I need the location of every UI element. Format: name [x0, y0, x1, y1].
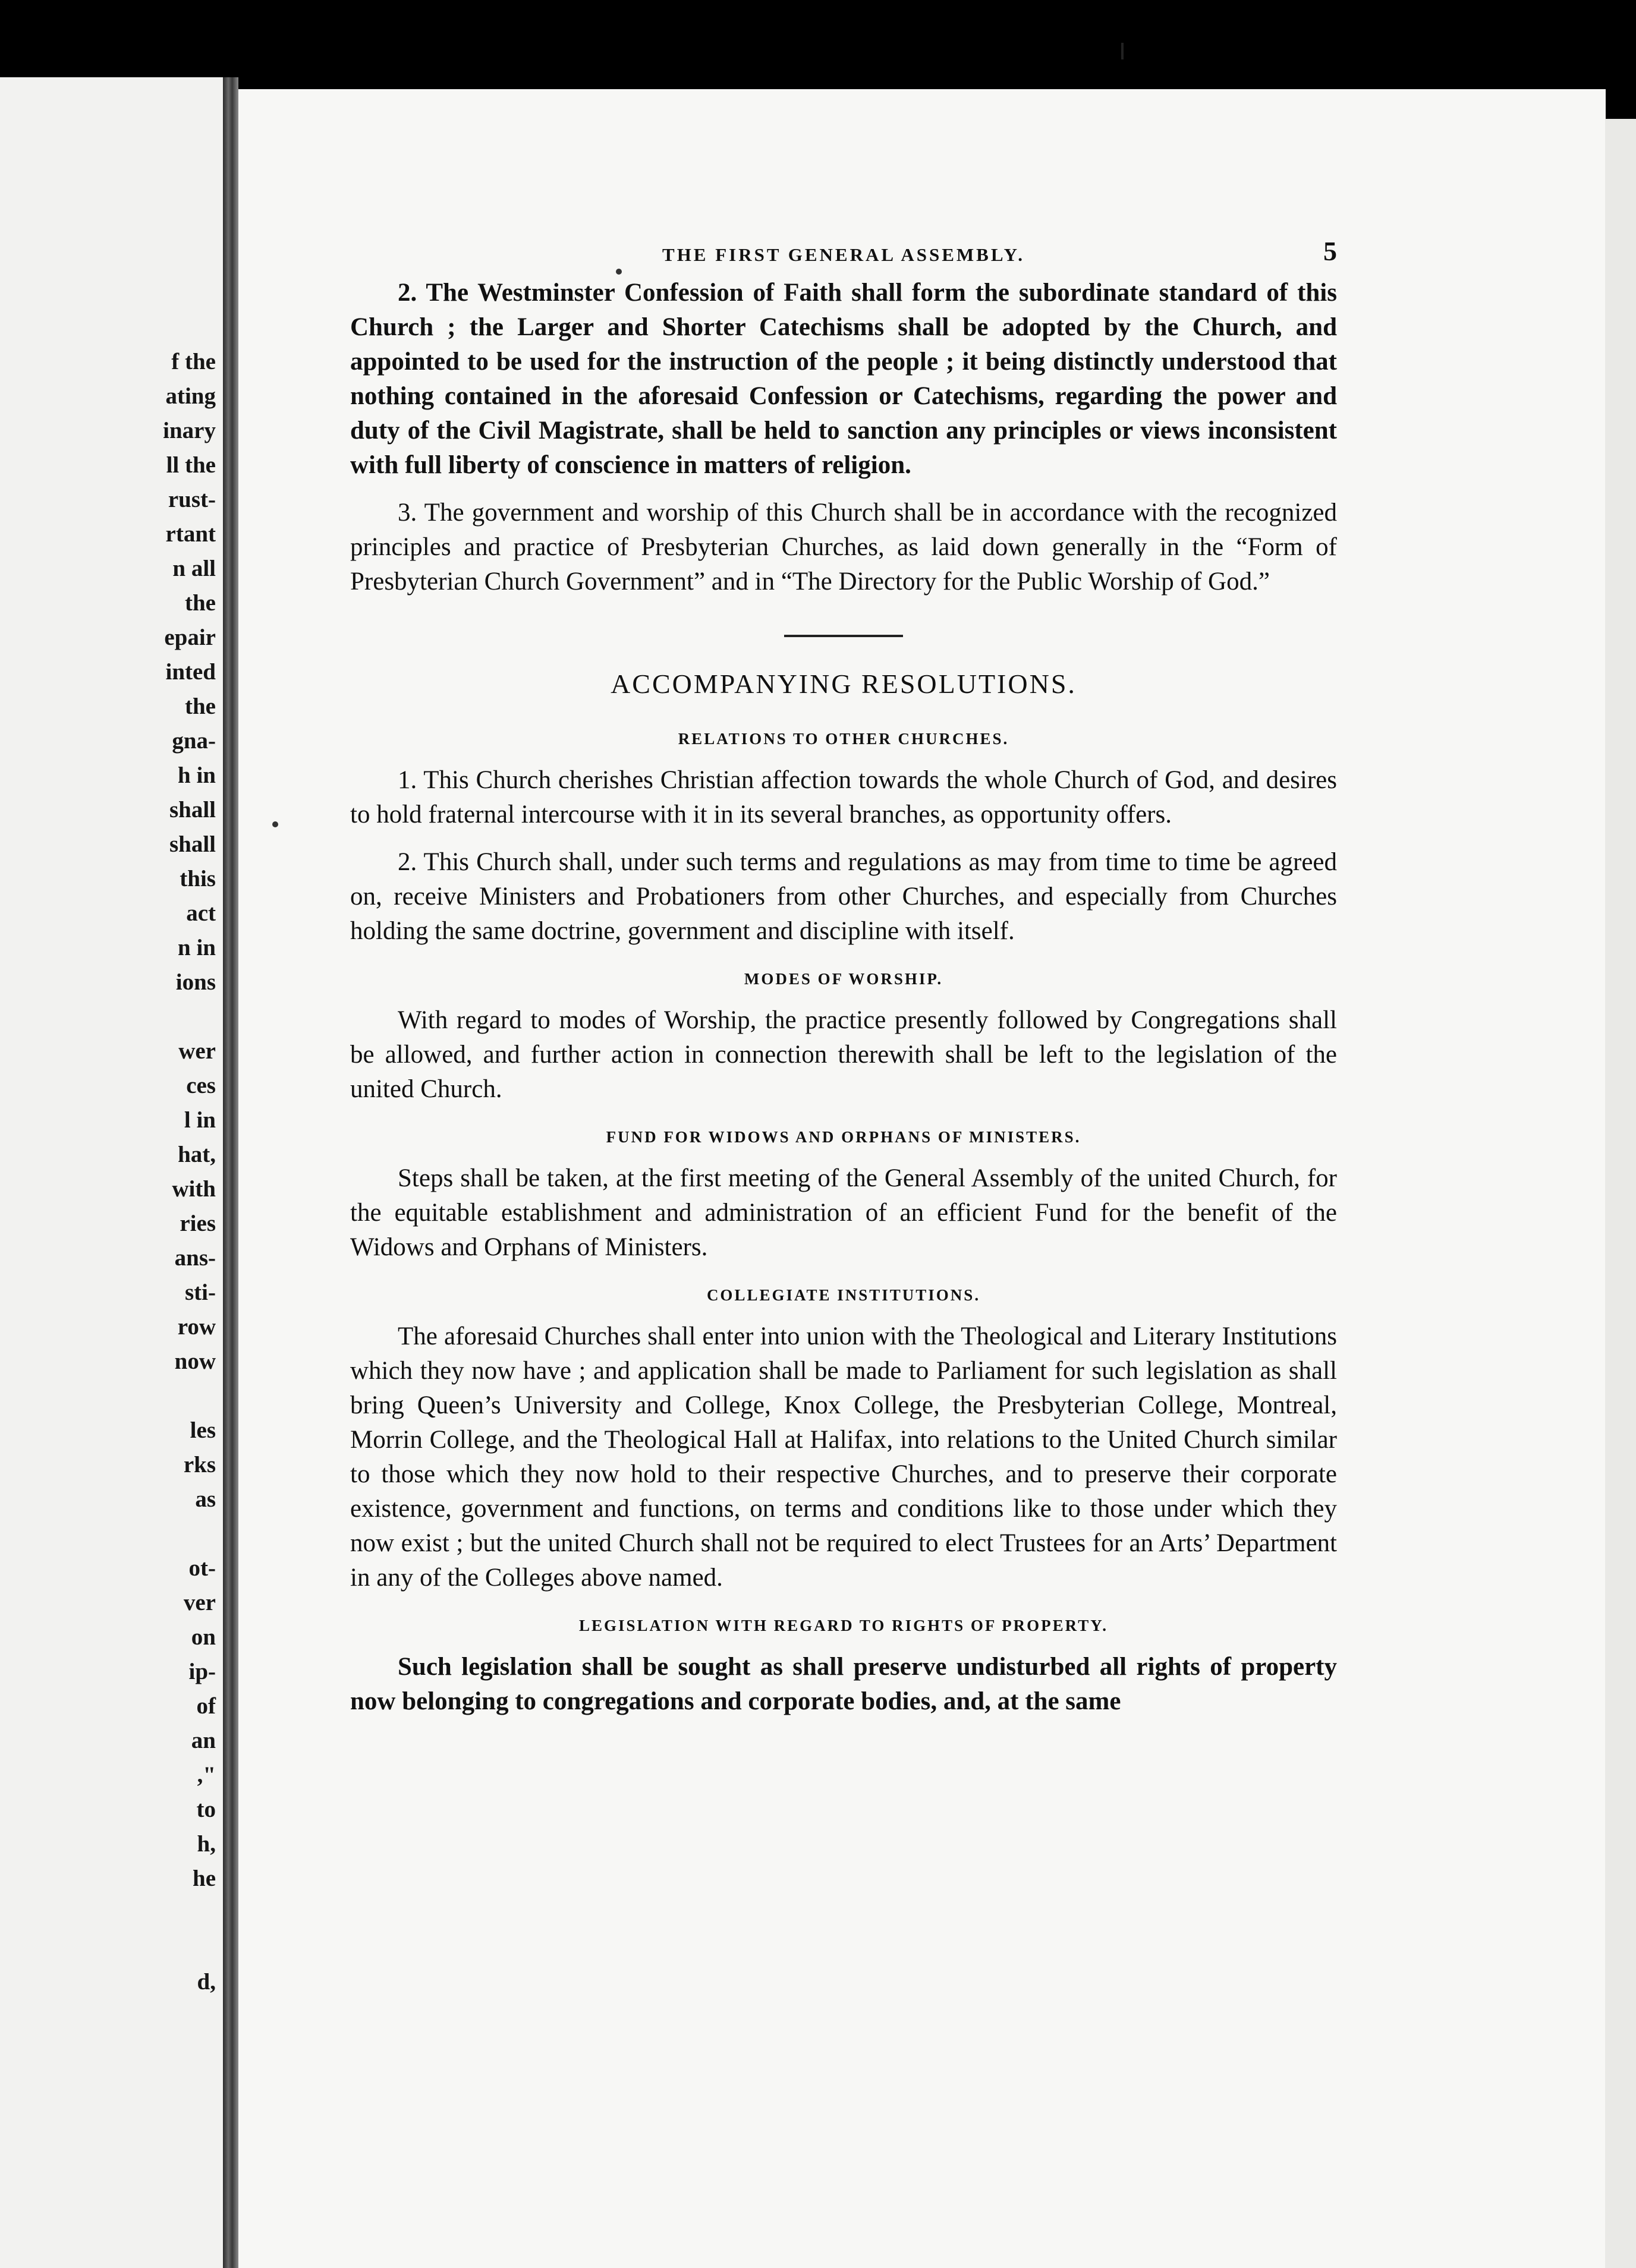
- left-fragment-line: wer: [178, 1038, 216, 1064]
- left-fragment-line: gna-: [172, 728, 216, 754]
- left-page-text-fragments: [37, 345, 216, 1999]
- subhead-property: LEGISLATION WITH REGARD TO RIGHTS OF PROPERTY.: [579, 1617, 1108, 1634]
- subhead-relations: RELATIONS TO OTHER CHURCHES.: [678, 730, 1009, 748]
- left-fragment-line: the: [185, 694, 216, 719]
- resolution-section-property: [350, 1608, 1337, 1719]
- left-fragment-line: shall: [169, 831, 216, 857]
- subhead-colleges: COLLEGIATE INSTITUTIONS.: [706, 1286, 981, 1304]
- left-fragment-line: to: [196, 1797, 216, 1822]
- left-fragment-line: ces: [186, 1073, 216, 1098]
- resolution-section-worship: [350, 962, 1337, 1107]
- resolution-paragraph: Steps shall be taken, at the first meeting of the General Assembly of the united Church, for the equitable establishment and administration of an efficient Fund for the benefit of the Widows and Orphans of Ministers.: [350, 1164, 1337, 1261]
- resolution-paragraph: The aforesaid Churches shall enter into union with the Theological and Literary Institutions which they now have ; and application shall be made to Parliament for such legislation as shall bring Queen’s University and College, Knox College, the Presbyterian College, Montreal, Morrin College, and the Theological Hall at Halifax, into relations to the United Church similar to those which they now hold to their respective Churches, and to preserve their corporate existence, government and functions, on terms and conditions like to those under which they now exist ; but the united Church shall not be required to elect Trustees for an Arts’ Department in any of the Colleges above named.: [350, 1322, 1337, 1592]
- book-gutter: [223, 77, 238, 2268]
- left-fragment-line: ,": [197, 1762, 216, 1788]
- left-fragment-line: ot-: [188, 1555, 216, 1581]
- page-content: [350, 238, 1337, 1732]
- left-fragment-line: the: [185, 590, 216, 616]
- left-fragment-line: les: [190, 1418, 216, 1443]
- left-fragment-line: [37, 1517, 216, 1551]
- scan-speck: [272, 821, 278, 827]
- left-facing-page: [0, 77, 223, 2268]
- left-fragment-line: h in: [178, 763, 216, 788]
- scan-mark: [1121, 43, 1124, 59]
- left-fragment-line: sti-: [185, 1280, 216, 1305]
- resolution-paragraph: Such legislation shall be sought as shall preserve undisturbed all rights of property now belonging to congregations and corporate bodies, and, at the same: [350, 1653, 1337, 1715]
- left-fragment-line: h,: [197, 1831, 216, 1857]
- left-fragment-line: act: [186, 900, 216, 926]
- left-fragment-line: ll the: [166, 452, 216, 478]
- resolution-section-colleges: [350, 1278, 1337, 1595]
- resolution-paragraph: 1. This Church cherishes Christian affection towards the whole Church of God, and desires to hold fraternal intercourse with it in its several branches, as opportunity offers.: [350, 766, 1337, 829]
- left-fragment-line: ans-: [174, 1245, 216, 1271]
- left-fragment-line: rust-: [168, 487, 216, 512]
- left-fragment-line: ries: [180, 1211, 216, 1236]
- left-fragment-line: of: [196, 1693, 216, 1719]
- page-number: 5: [1323, 236, 1337, 266]
- left-fragment-line: ip-: [188, 1659, 216, 1684]
- running-head: [350, 238, 1337, 276]
- section-divider: [784, 635, 903, 637]
- left-fragment-line: inary: [163, 418, 216, 443]
- left-fragment-line: f the: [171, 349, 216, 374]
- left-fragment-line: row: [177, 1314, 216, 1340]
- left-fragment-line: this: [180, 866, 216, 892]
- left-fragment-line: ating: [165, 383, 216, 409]
- left-fragment-line: [37, 1896, 216, 1930]
- left-fragment-line: inted: [165, 659, 216, 685]
- resolution-paragraph: 2. This Church shall, under such terms and regulations as may from time to time be agreed on, receive Ministers and Probationers from other Churches, and especially from Churches holding the same doctrine, government and discipline with itself.: [350, 848, 1337, 945]
- left-fragment-line: epair: [164, 625, 216, 650]
- left-fragment-line: n in: [178, 935, 216, 960]
- resolution-section-fund: [350, 1120, 1337, 1265]
- page-edge: [1605, 119, 1636, 2268]
- left-fragment-line: l in: [184, 1107, 216, 1133]
- left-fragment-line: he: [193, 1866, 216, 1891]
- left-fragment-line: [37, 1930, 216, 1965]
- running-head-title: THE FIRST GENERAL ASSEMBLY.: [662, 244, 1025, 265]
- left-fragment-line: rks: [183, 1452, 216, 1478]
- left-fragment-line: on: [191, 1624, 216, 1650]
- left-fragment-line: [37, 1000, 216, 1034]
- left-fragment-line: now: [174, 1349, 216, 1374]
- left-fragment-line: ver: [183, 1590, 216, 1615]
- left-fragment-line: d,: [197, 1969, 216, 1995]
- resolution-paragraph: With regard to modes of Worship, the practice presently followed by Congregations shall be allowed, and further action in connection therewith shall be left to the legislation of the united Church.: [350, 1006, 1337, 1103]
- basis-article-3: 3. The government and worship of this Church shall be in accordance with the recognized principles and practice of Presbyterian Churches, as laid down generally in the “Form of Presbyterian Church Government” and in “The Directory for the Public Worship of God.”: [350, 499, 1337, 596]
- left-fragment-line: with: [172, 1176, 216, 1202]
- left-fragment-line: rtant: [165, 521, 216, 547]
- resolutions-title: ACCOMPANYING RESOLUTIONS.: [611, 669, 1077, 699]
- left-fragment-line: n all: [172, 556, 216, 581]
- left-fragment-line: ions: [175, 969, 216, 995]
- left-fragment-line: shall: [169, 797, 216, 823]
- basis-article-2: 2. The Westminster Confession of Faith shall form the subordinate standard of this Church ; the Larger and Shorter Catechisms shall be adopted by the Church, and appointed to be used for the instruction of the people ; it being distinctly understood that nothing contained in the aforesaid Confession or Catechisms, regarding the power and duty of the Civil Magistrate, shall be held to sanction any principles or views inconsistent with full liberty of conscience in matters of religion.: [350, 279, 1337, 479]
- left-fragment-line: as: [195, 1486, 216, 1512]
- left-fragment-line: hat,: [178, 1142, 216, 1167]
- left-fragment-line: [37, 1379, 216, 1413]
- left-fragment-line: an: [191, 1728, 216, 1753]
- resolution-section-relations: [350, 722, 1337, 949]
- subhead-worship: MODES OF WORSHIP.: [744, 970, 943, 988]
- subhead-fund: FUND FOR WIDOWS AND ORPHANS OF MINISTERS.: [606, 1128, 1081, 1146]
